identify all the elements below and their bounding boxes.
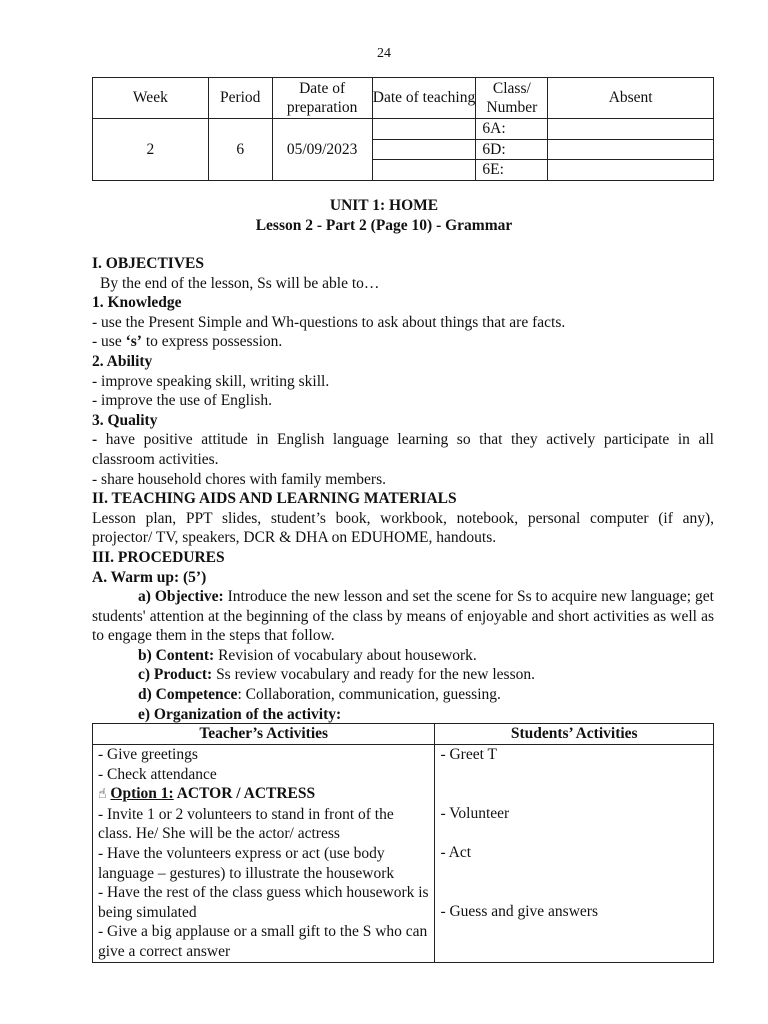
knowledge-item: - use the Present Simple and Wh-questions to ask about things that are facts. — [92, 313, 566, 331]
materials-text: Lesson plan, PPT slides, student’s book, workbook, notebook, personal computer (if any), projector/ TV, speakers, DCR & DHA on EDUHOME, handouts. — [92, 509, 714, 547]
info-table-header-row — [93, 78, 714, 119]
lesson-info-table — [92, 77, 714, 181]
option-title: ACTOR / ACTRESS — [173, 785, 316, 803]
header-week: Week — [93, 78, 209, 119]
teacher-activity: - Give greetings — [98, 746, 198, 763]
competence-text: : Collaboration, communication, guessing. — [237, 686, 501, 704]
possessive-s: ‘s’ — [125, 333, 142, 351]
absent-cell — [548, 119, 714, 140]
ability-item: - improve the use of English. — [92, 392, 272, 410]
objectives-intro: By the end of the lesson, Ss will be able to… — [100, 274, 380, 292]
competence-line — [92, 685, 714, 705]
teacher-activity: - Have the rest of the class guess which housework is being simulated — [98, 884, 429, 921]
absent-cell — [548, 160, 714, 181]
content-text: Revision of vocabulary about housework. — [214, 646, 477, 664]
ability-item: - improve speaking skill, writing skill. — [92, 372, 330, 390]
activity-table — [92, 723, 714, 963]
competence-label: d) Competence — [138, 686, 238, 704]
knowledge-heading: 1. Knowledge — [92, 294, 182, 312]
activity-table-header-row — [93, 724, 714, 745]
student-activity: - Volunteer — [440, 804, 510, 822]
organization-label: e) Organization of the activity: — [138, 705, 342, 723]
option-label: Option 1: — [110, 785, 174, 803]
product-text: Ss review vocabulary and ready for the new lesson. — [212, 666, 536, 684]
option-heading — [98, 784, 429, 805]
week-value: 2 — [93, 119, 209, 181]
teacher-activity: - Give a big applause or a small gift to the S who can give a correct answer — [98, 923, 428, 960]
lesson-title: Lesson 2 - Part 2 (Page 10) - Grammar — [255, 217, 513, 234]
date-of-teaching-cell — [372, 139, 476, 160]
ability-heading: 2. Ability — [92, 352, 153, 370]
page-number: 24 — [377, 46, 391, 61]
student-activity: - Greet T — [440, 746, 497, 763]
table-row — [93, 119, 714, 140]
knowledge-item — [92, 332, 714, 352]
text: have positive attitude in English language learning so that they actively participate in all classroom activities. — [92, 431, 714, 468]
product-label: c) Product: — [138, 666, 213, 684]
content-label: b) Content: — [138, 646, 215, 664]
objective-label: a) Objective: — [138, 588, 224, 606]
teacher-activities-header: Teacher’s Activities — [93, 724, 435, 745]
period-value: 6 — [208, 119, 272, 181]
lesson-body — [92, 254, 714, 724]
student-activity: - Guess and give answers — [440, 902, 598, 920]
pointing-hand-icon: ☝ — [98, 786, 107, 803]
content-line — [92, 646, 714, 666]
table-row — [93, 745, 714, 963]
quality-item — [92, 430, 714, 469]
teacher-activity: - Check attendance — [98, 765, 217, 783]
objective-text: Introduce the new lesson and set the scene for Ss to acquire new language; get students' attention at the beginning of the class by means of enjoyable and short activities as well as to engage them in the steps that follow. — [92, 588, 714, 645]
objective-paragraph — [92, 587, 714, 646]
header-date-of-teaching: Date of teaching — [372, 78, 476, 119]
objectives-heading: I. OBJECTIVES — [92, 255, 204, 272]
text: to express possession. — [141, 333, 283, 351]
header-absent: Absent — [548, 78, 714, 119]
quality-heading: 3. Quality — [92, 411, 158, 429]
students-activities-header: Students’ Activities — [435, 724, 714, 745]
product-line — [92, 665, 714, 685]
quality-item: - share household chores with family members. — [92, 470, 386, 488]
date-of-teaching-cell — [372, 119, 476, 140]
header-period: Period — [208, 78, 272, 119]
dash: - — [92, 431, 98, 449]
teacher-activity: - Invite 1 or 2 volunteers to stand in front of the class. He/ She will be the actor/ actress — [98, 805, 394, 843]
student-activity: - Act — [440, 843, 471, 861]
header-class-number: Class/ Number — [476, 78, 548, 119]
warmup-heading: A. Warm up: (5’) — [92, 568, 207, 586]
unit-title: UNIT 1: HOME — [329, 197, 439, 214]
header-date-of-preparation: Date of preparation — [272, 78, 372, 119]
date-of-teaching-cell — [372, 160, 476, 181]
class-cell: 6E: — [476, 160, 548, 181]
text: - use — [92, 333, 126, 351]
materials-heading: II. TEACHING AIDS AND LEARNING MATERIALS — [92, 490, 457, 508]
teacher-activity: - Have the volunteers express or act (use body language – gestures) to illustrate the housework — [98, 844, 395, 882]
date-of-preparation-value: 05/09/2023 — [272, 119, 372, 181]
students-activities-cell — [435, 745, 714, 963]
class-cell: 6A: — [476, 119, 548, 140]
class-cell: 6D: — [476, 139, 548, 160]
procedures-heading: III. PROCEDURES — [92, 548, 225, 566]
absent-cell — [548, 139, 714, 160]
teacher-activities-cell — [93, 745, 435, 963]
